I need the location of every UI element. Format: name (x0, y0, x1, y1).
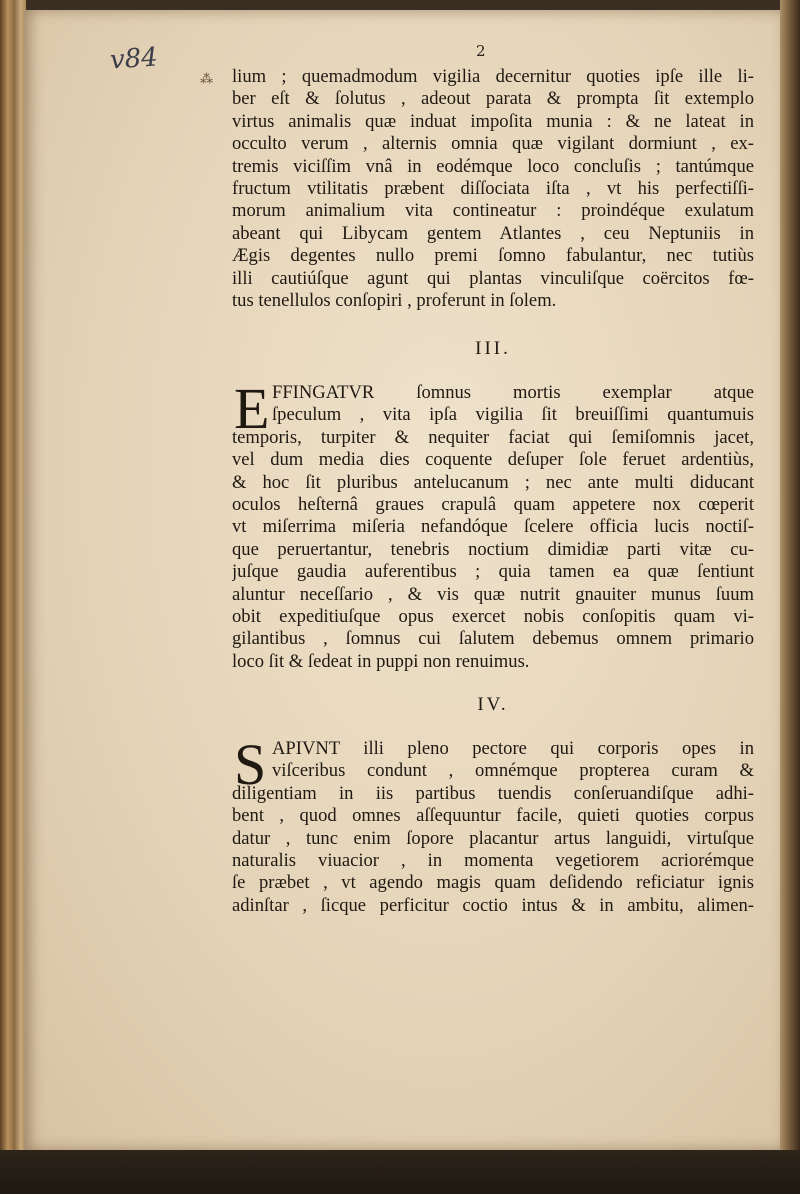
text-line: occulto verum , alternis omnia quæ vigilant dormiunt , ex- (232, 133, 754, 155)
text-line: vt miſerrima miſeria nefandóque ſcelere officia lucis noctiſ- (232, 516, 754, 538)
text-line: morum animalium vita contineatur : proindéque exulatum (232, 200, 754, 222)
text-line: ſe præbet , vt agendo magis quam deſidendo reficiatur ignis (232, 872, 754, 894)
section-iii-text (232, 376, 754, 673)
text-line: illi cautiúſque agunt qui plantas vinculiſque coërcitos fœ- (232, 267, 754, 289)
text-line: vel dum media dies coquente deſuper ſole feruet ardentiùs, (232, 449, 754, 471)
text-line: lium ; quemadmodum vigilia decernitur quoties ipſe ille li- (232, 66, 754, 87)
section-heading-iv: IV. (477, 694, 509, 715)
text-line: oculos heſternâ graues crapulâ quam appetere nox cœperit (232, 493, 754, 515)
text-line: que peruertantur, tenebris noctium dimidiæ parti vitæ cu- (232, 538, 754, 560)
text-line: aluntur neceſſario , & vis quæ nutrit gnauiter munus ſuum (232, 583, 754, 605)
text-line: viſceribus condunt , omnémque propterea curam & (272, 760, 754, 782)
text-line: loco ſit & ſedeat in puppi non renuimus. (232, 650, 530, 672)
text-line: FFINGATVR ſomnus mortis exemplar atque (272, 382, 754, 403)
text-line: APIVNT illi pleno pectore qui corporis opes in (272, 738, 754, 759)
text-line: virtus animalis quæ induat impoſita munia : & ne lateat in (232, 110, 754, 132)
text-line: juſque gaudia auferentibus ; quia tamen ea quæ ſentiunt (232, 561, 754, 583)
page-number: 2 (476, 42, 486, 60)
text-line: naturalis viuacior , in momenta vegetiorem acriorémque (232, 849, 754, 871)
book-edge-left (0, 0, 26, 1194)
drop-cap-e: E (234, 376, 270, 441)
scan-background (0, 1150, 800, 1194)
book-edge-right (780, 0, 800, 1194)
text-line: ſpeculum , vita ipſa vigilia ſit breuiſſimi quantumuis (272, 404, 754, 426)
section-heading-iii: III. (475, 338, 511, 359)
text-line: Ægis degentes nullo premi ſomno fabulantur, nec tutiùs (232, 245, 754, 267)
text-line: fructum vtilitatis præbent diſſociata iſta , vt his perfectiſſi- (232, 177, 754, 199)
text-line: diligentiam in iis partibus tuendis conſeruandiſque adhi- (232, 782, 754, 804)
handwritten-shelfmark: v84 (109, 42, 159, 76)
text-line: obit expeditiuſque opus exercet nobis conſopitis quam vi- (232, 605, 754, 627)
text-line: adinſtar , ſicque perficitur coctio intus & in ambitu, alimen- (232, 894, 754, 916)
text-line: tus tenellulos conſopiri , proferunt in ſolem. (232, 289, 557, 311)
text-line: abeant qui Libycam gentem Atlantes , ceu Neptuniis in (232, 222, 754, 244)
text-line: ber eſt & ſolutus , adeout parata & prompta ſit extemplo (232, 88, 754, 110)
text-line: temporis, turpiter & nequiter faciat qui ſemiſomnis jacet, (232, 426, 754, 448)
drop-cap-s: S (234, 732, 267, 797)
margin-mark: ⁂ (200, 72, 213, 87)
text-line: bent , quod omnes aſſequuntur facile, quieti quoties corpus (232, 805, 754, 827)
section-iv-text (232, 732, 754, 917)
text-line: datur , tunc enim ſopore placantur artus languidi, virtuſque (232, 827, 754, 849)
text-line: gilantibus , ſomnus cui ſalutem debemus omnem primario (232, 628, 754, 650)
text-line: & hoc ſit pluribus antelucanum ; nec ante multi diducant (232, 471, 754, 493)
paragraph-continuation (232, 66, 754, 312)
text-line: tremis viciſſim vnâ in eodémque loco concluſis ; tantúmque (232, 155, 754, 177)
